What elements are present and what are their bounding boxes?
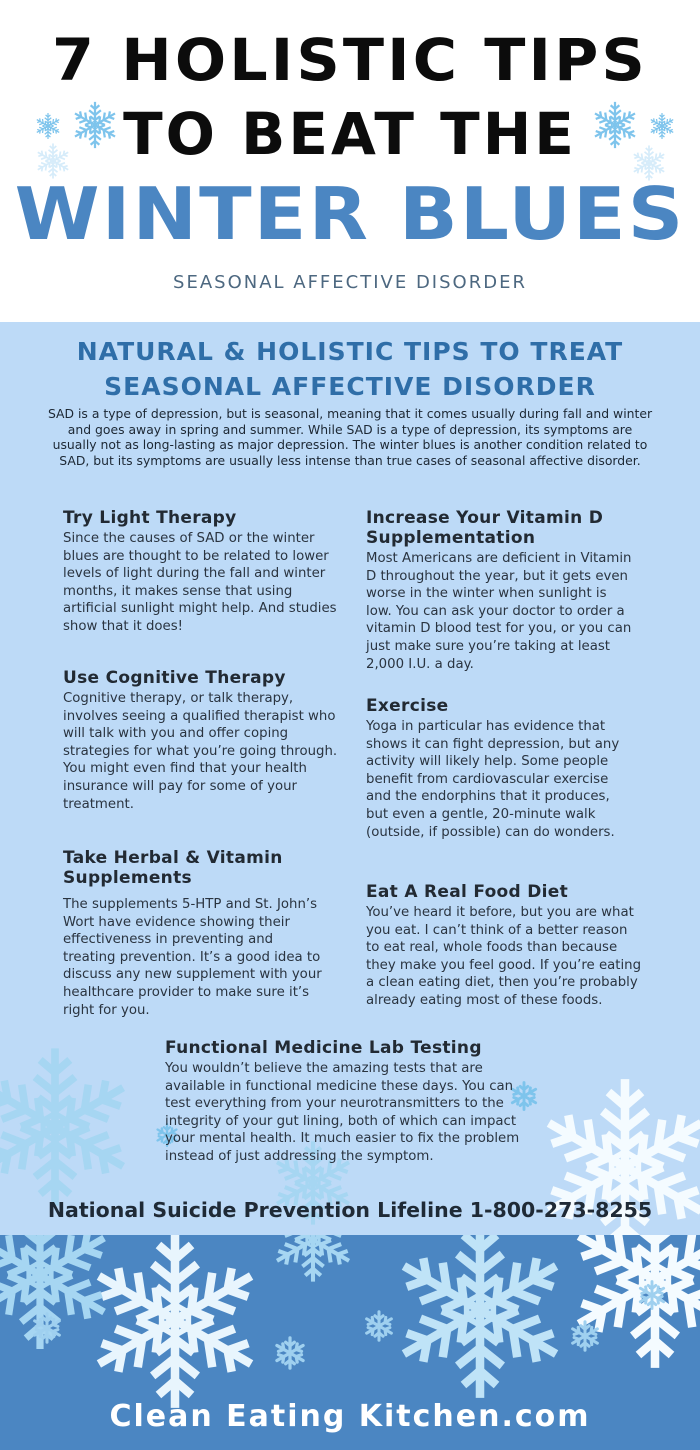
section-heading-line2: SEASONAL AFFECTIVE DISORDER xyxy=(104,372,596,401)
lifeline-text: National Suicide Prevention Lifeline 1-800-273-8255 xyxy=(47,1198,653,1222)
tip-cognitive-therapy xyxy=(63,668,343,813)
header xyxy=(0,0,700,322)
main-section xyxy=(0,322,700,1235)
snowflake-icon xyxy=(560,1235,700,1375)
title-line-2: TO BEAT THE xyxy=(123,100,577,168)
tip-title: Functional Medicine Lab Testing xyxy=(165,1038,482,1058)
snowflake-icon xyxy=(568,1319,602,1353)
title-line-1: 7 HOLISTIC TIPS xyxy=(52,26,648,94)
tip-body: You wouldn’t believe the amazing tests that are available in functional medicine these days. You can test everything from your neurotransmitters to the integrity of your gut lining, both of which can impact your mental health. It much easier to fix the problem instead of just addressing the symptom. xyxy=(165,1061,520,1164)
tip-body: Most Americans are deficient in Vitamin D throughout the year, but it gets even worse in the winter when sunlight is low. You can ask your doctor to order a vitamin D blood test for you, or you can just make sure you’re taking at least 2,000 I.U. a day. xyxy=(366,551,632,672)
tip-real-food-diet xyxy=(366,882,642,1010)
tip-body: Yoga in particular has evidence that shows it can fight depression, but any activity will likely help. Some people benefit from cardiovascular exercise and the endorphins that it produces, but even a gentle, 20-minute walk (outside, if possible) can do wonders. xyxy=(366,719,620,840)
tip-title: Use Cognitive Therapy xyxy=(63,668,286,688)
tip-title: Eat A Real Food Diet xyxy=(366,882,569,902)
snowflake-icon xyxy=(268,1235,358,1285)
title-line-3: WINTER BLUES xyxy=(14,172,686,256)
site-name: Clean Eating Kitchen.com xyxy=(109,1399,591,1434)
tip-body: The supplements 5-HTP and St. John’s Wort have evidence showing their effectiveness in preventing and treating prevention. It’s a good idea to discuss any new supplement with your healthcare provider to make sure it’s right for you. xyxy=(63,897,322,1018)
snowflake-icon xyxy=(385,1235,575,1405)
tip-vitamin-d xyxy=(366,508,636,673)
snowflake-icon xyxy=(0,1235,120,1355)
tip-title: Take Herbal & Vitamin Supplements xyxy=(63,848,283,888)
tip-body: Cognitive therapy, or talk therapy, involves seeing a qualified therapist who will talk with you and offer coping strategies for what you’re going through. You might even find that your health insurance will pay for some of your treatment. xyxy=(63,691,338,812)
snowflake-icon xyxy=(0,1042,140,1212)
snowflake-icon xyxy=(636,1279,668,1311)
snowflake-icon xyxy=(30,1311,64,1345)
subtitle: SEASONAL AFFECTIVE DISORDER xyxy=(173,272,527,293)
intro-paragraph: SAD is a type of depression, but is seasonal, meaning that it comes usually during fall and winter and goes away in spring and summer. While SAD is a type of depression, its symptoms are usually not as long-lasting as major depression. The winter blues is another condition related to SAD, but its symptoms are usually less intense than true cases of seasonal affective disorder. xyxy=(47,406,653,468)
tip-functional-medicine xyxy=(165,1038,525,1166)
tip-body: Since the causes of SAD or the winter blues are thought to be related to lower levels of light during the fall and winter months, it makes sense that using artificial sunlight might help. And studies show that it does! xyxy=(63,531,337,634)
footer xyxy=(0,1235,700,1450)
section-heading-line1: NATURAL & HOLISTIC TIPS TO TREAT xyxy=(76,337,624,366)
tip-title: Try Light Therapy xyxy=(63,508,237,528)
snowflake-icon xyxy=(80,1235,270,1415)
tip-title: Increase Your Vitamin D Supplementation xyxy=(366,508,604,548)
tip-exercise xyxy=(366,696,636,841)
tip-title: Exercise xyxy=(366,696,449,716)
section-heading xyxy=(0,334,700,404)
snowflake-icon xyxy=(272,1335,308,1371)
tip-light-therapy xyxy=(63,508,343,636)
snowflake-icon xyxy=(362,1309,396,1343)
tip-body: You’ve heard it before, but you are what you eat. I can’t think of a better reason to eat real, whole foods than because they make you feel good. If you’re eating a clean eating diet, then you’re probably already eating most of these foods. xyxy=(366,905,642,1008)
tip-herbal-supplements xyxy=(63,848,325,1019)
